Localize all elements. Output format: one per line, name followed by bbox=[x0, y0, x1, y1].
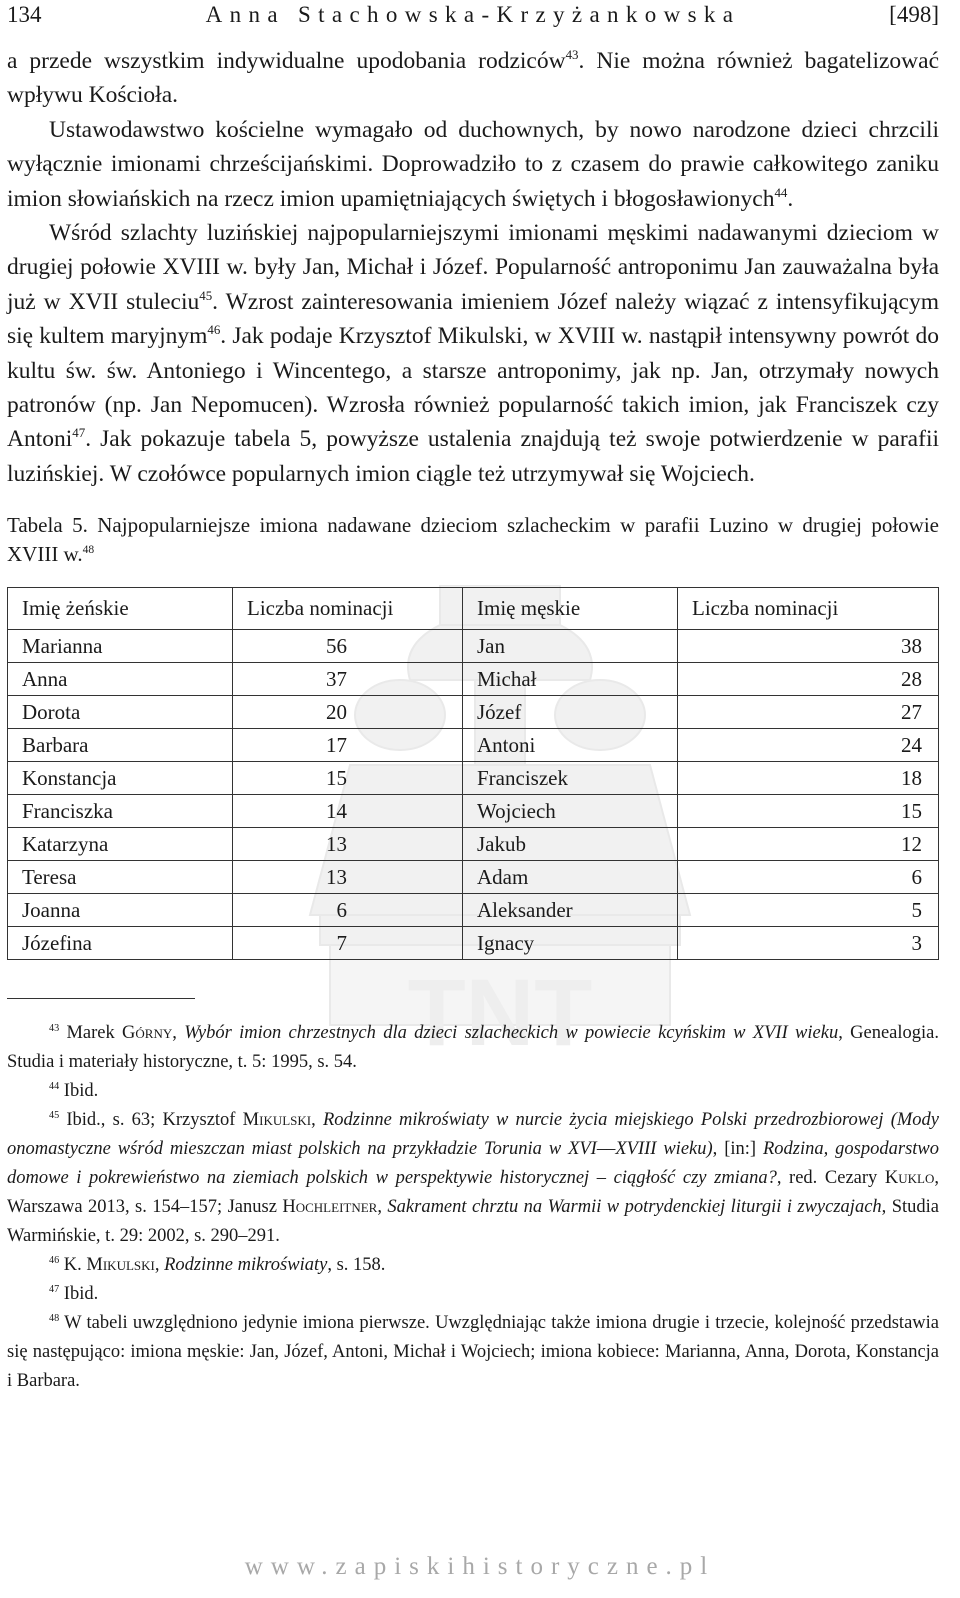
col-header-female-name: Imię żeńskie bbox=[8, 588, 233, 630]
paragraph-3: Wśród szlachty luzińskiej najpopularniejszymi imionami męskimi nadawanymi dzieciom w drugiej połowie XVIII w. były Jan, Michał i Józef. Popularność antroponimu Jan zauważalna była już w XVII stuleciu$^{45}$. Wzrost zainteresowania imieniem Józef należy wiązać z intensyfikującym się kultem maryjnym$^{46}$. Jak podaje Krzysztof Mikulski, w XVIII w. nastąpił intensywny powrót do kultu św. św. Antoniego i Wincentego, a starsze antroponimy, jak np. Jan, otrzymały nowych patronów (np. Jan Nepomucen). Wzrosła również popularność takich imion, jak Franciszek czy Antoni$^{47}$. Jak pokazuje tabela 5, powyższe ustalenia znajdują też swoje potwierdzenie w parafii luzińskiej. W czołówce popularnych imion ciągle też utrzymywał się Wojciech. bbox=[7, 220, 940, 487]
female-count: 13 bbox=[233, 828, 463, 861]
female-name: Konstancja bbox=[8, 762, 233, 795]
page bbox=[7, 0, 939, 1396]
footnote-46: $^{46}$ K. Mikulski, Rodzinne mikroświaty, s. 158. bbox=[49, 1255, 386, 1276]
table-row bbox=[8, 696, 939, 729]
female-count: 14 bbox=[233, 795, 463, 828]
female-count: 17 bbox=[233, 729, 463, 762]
footnote-44: $^{44}$ Ibid. bbox=[49, 1081, 99, 1102]
body-text bbox=[7, 44, 939, 491]
male-name: Ignacy bbox=[463, 927, 678, 960]
footnote-ref-47[interactable]: 47 bbox=[72, 425, 86, 441]
footnote-ref-46[interactable]: 46 bbox=[207, 322, 221, 338]
male-name: Aleksander bbox=[463, 894, 678, 927]
male-name: Wojciech bbox=[463, 795, 678, 828]
female-count: 20 bbox=[233, 696, 463, 729]
svg-text:TNT: TNT bbox=[407, 960, 593, 1055]
table-row bbox=[8, 762, 939, 795]
female-count: 13 bbox=[233, 861, 463, 894]
male-count: 28 bbox=[678, 663, 939, 696]
page-code: [498] bbox=[889, 2, 939, 27]
male-name: Jan bbox=[463, 630, 678, 663]
female-count: 37 bbox=[233, 663, 463, 696]
table-row bbox=[8, 663, 939, 696]
footnote-48: $^{48}$ W tabeli uwzględniono jedynie imiona pierwsze. Uwzględniając także imiona drugie i trzecie, kolejność przedstawia się następująco: imiona męskie: Jan, Józef, Antoni, Michał i Wojciech; imiona kobiece: Marianna, Anna, Dorota, Konstancja i Barbara. bbox=[7, 1313, 939, 1392]
footnote-43: $^{43}$ Marek Górny, Wybór imion chrzestnych dla dzieci szlacheckich w powiecie kcyńskim w XVII wieku, Genealogia. Studia i materiały historyczne, t. 5: 1995, s. 54. bbox=[7, 1023, 939, 1073]
table-row bbox=[8, 894, 939, 927]
paragraph-2: Ustawodawstwo kościelne wymagało od duchownych, by nowo narodzone dzieci chrzcili wyłącznie imionami chrześcijańskimi. Doprowadziło to z czasem do prawie całkowitego zaniku imion słowiańskich na rzecz imion upamiętniających świętych i błogosławionych$^{44}$. bbox=[7, 116, 939, 212]
names-table bbox=[7, 587, 939, 960]
male-name: Michał bbox=[463, 663, 678, 696]
male-count: 6 bbox=[678, 861, 939, 894]
female-name: Barbara bbox=[8, 729, 233, 762]
table-row bbox=[8, 630, 939, 663]
male-name: Franciszek bbox=[463, 762, 678, 795]
table-header-row bbox=[8, 588, 939, 630]
col-header-male-name: Imię męskie bbox=[463, 588, 678, 630]
male-name: Józef bbox=[463, 696, 678, 729]
table-caption: Tabela 5. Najpopularniejsze imiona nadawane dzieciom szlacheckim w parafii Luzino w drugiej połowie XVIII w.$^{48}$ bbox=[7, 513, 939, 567]
footnote-ref-44[interactable]: 44 bbox=[774, 184, 788, 200]
male-name: Antoni bbox=[463, 729, 678, 762]
male-count: 5 bbox=[678, 894, 939, 927]
footnote-ref-43[interactable]: 43 bbox=[565, 47, 579, 63]
table-row bbox=[8, 729, 939, 762]
male-count: 27 bbox=[678, 696, 939, 729]
running-header bbox=[7, 0, 939, 44]
male-name: Jakub bbox=[463, 828, 678, 861]
col-header-male-count: Liczba nominacji bbox=[678, 588, 939, 630]
female-count: 7 bbox=[233, 927, 463, 960]
website-footer[interactable]: www.zapiskihistoryczne.pl bbox=[244, 1553, 716, 1580]
female-count: 6 bbox=[233, 894, 463, 927]
male-name: Adam bbox=[463, 861, 678, 894]
female-name: Teresa bbox=[8, 861, 233, 894]
male-count: 12 bbox=[678, 828, 939, 861]
female-name: Franciszka bbox=[8, 795, 233, 828]
male-count: 38 bbox=[678, 630, 939, 663]
male-count: 3 bbox=[678, 927, 939, 960]
male-count: 24 bbox=[678, 729, 939, 762]
male-count: 18 bbox=[678, 762, 939, 795]
female-count: 56 bbox=[233, 630, 463, 663]
paragraph-1: a przede wszystkim indywidualne upodobania rodziców$^{43}$. Nie można również bagatelizować wpływu Kościoła. bbox=[7, 47, 939, 109]
female-name: Marianna bbox=[8, 630, 233, 663]
female-name: Dorota bbox=[8, 696, 233, 729]
female-count: 15 bbox=[233, 762, 463, 795]
table-row bbox=[8, 795, 939, 828]
table-row bbox=[8, 828, 939, 861]
footnotes bbox=[7, 1019, 939, 1396]
female-name: Joanna bbox=[8, 894, 233, 927]
running-author: Anna Stachowska-Krzyżankowska bbox=[205, 2, 741, 27]
female-name: Anna bbox=[8, 663, 233, 696]
male-count: 15 bbox=[678, 795, 939, 828]
table-row bbox=[8, 927, 939, 960]
female-name: Katarzyna bbox=[8, 828, 233, 861]
footnote-47: $^{47}$ Ibid. bbox=[49, 1284, 99, 1305]
footnote-45: $^{45}$ Ibid., s. 63; Krzysztof Mikulski, Rodzinne mikroświaty w nurcie życia miejskiego Polski przedrozbiorowej (Mody onomastyczne wśród mieszczan miast polskich na przykładzie Torunia w XVI––XVIII wieku), [in:] Rodzina, gospodarstwo domowe i pokrewieństwo na ziemiach polskich w perspektywie historycznej – ciągłość czy zmiana?, red. Cezary Kuklo, Warszawa 2013, s. 154–157; Janusz Hochleitner, Sakrament chrztu na Warmii w potrydenckiej liturgii i zwyczajach, Studia Warmińskie, t. 29: 2002, s. 290–291. bbox=[7, 1110, 940, 1247]
table-row bbox=[8, 861, 939, 894]
female-name: Józefina bbox=[8, 927, 233, 960]
footnote-ref-45[interactable]: 45 bbox=[199, 288, 213, 304]
footnote-ref-48[interactable]: 48 bbox=[82, 544, 95, 557]
footnote-divider bbox=[7, 998, 195, 999]
page-number: 134 bbox=[7, 2, 42, 27]
col-header-female-count: Liczba nominacji bbox=[233, 588, 463, 630]
